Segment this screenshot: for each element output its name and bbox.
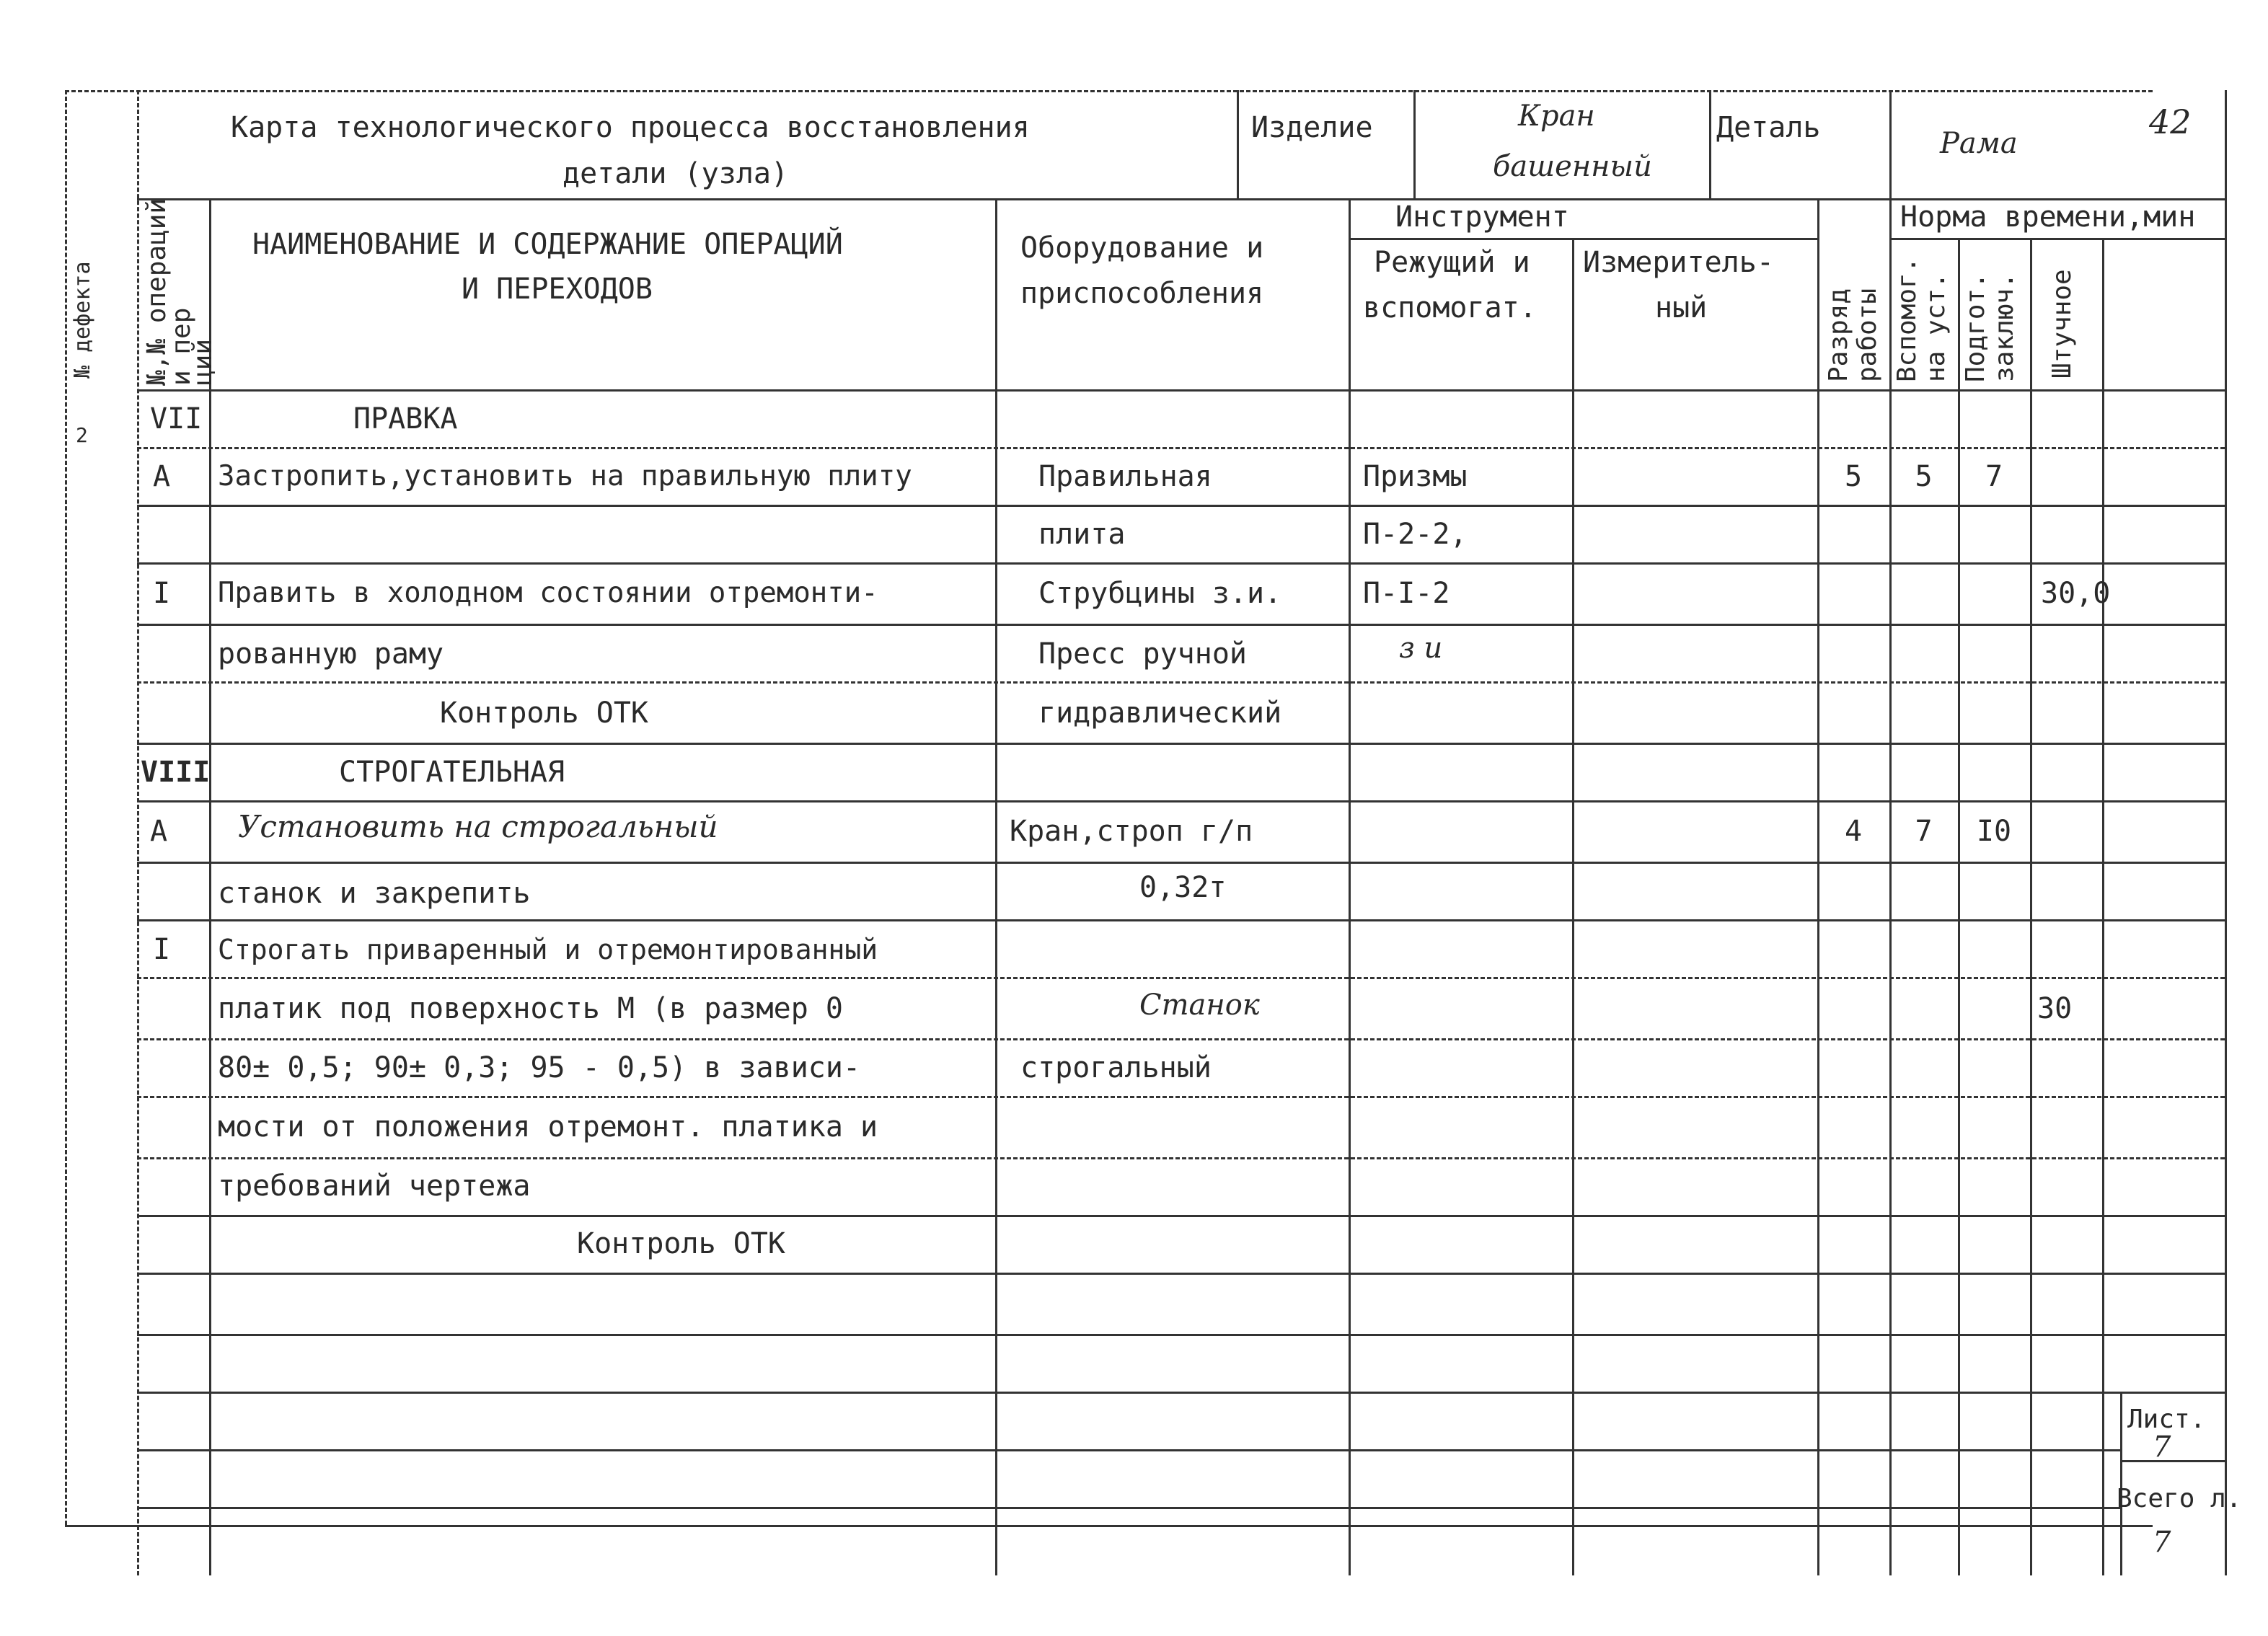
sheet-label: Лист.	[2127, 1405, 2206, 1434]
grid-line	[137, 977, 2225, 979]
row-piece: 30	[2037, 992, 2073, 1025]
equipment-header-line1: Оборудование и	[1020, 231, 1264, 265]
row-equipment: 0,32т	[1139, 871, 1227, 904]
row-equipment: гидравлический	[1038, 697, 1282, 730]
grid-line	[1817, 198, 1819, 1575]
grid-line	[137, 743, 2225, 745]
row-aux: 7	[1915, 815, 1933, 848]
row-op: А	[150, 815, 168, 848]
time-group-header: Норма времени,мин	[1900, 200, 2196, 234]
total-sheets-value: 7	[2153, 1526, 2171, 1559]
grid-line	[137, 800, 2225, 802]
grid-line	[137, 562, 2225, 565]
grid-line	[65, 90, 2153, 92]
row-prep: I0	[1976, 815, 2012, 848]
grid-line	[995, 198, 997, 1575]
grid-line	[137, 447, 2225, 449]
row-op: А	[153, 460, 171, 493]
row-prep: 7	[1985, 460, 2003, 493]
row-name: мости от положения отремонт. платика и	[218, 1110, 878, 1144]
grid-line	[2102, 238, 2104, 1575]
product-value-line2: башенный	[1493, 150, 1652, 183]
grid-line	[137, 1215, 2225, 1217]
row-equipment: Пресс ручной	[1038, 637, 1247, 671]
card-title-line1: Карта технологического процесса восстановления	[231, 111, 1030, 144]
grid-line	[137, 862, 2225, 864]
card-title-line2: детали (узла)	[562, 157, 789, 190]
op-number-header-line3: ций	[188, 338, 218, 386]
grid-line	[1572, 238, 1574, 1575]
row-tool: П-I-2	[1363, 577, 1450, 610]
row-name: Контроль ОТК	[440, 697, 648, 730]
row-name: рованную раму	[218, 637, 444, 671]
row-op: I	[153, 933, 171, 966]
row-op: VII	[150, 402, 203, 435]
row-name: Застропить,установить на правильную плиту	[218, 460, 912, 492]
process-card	[70, 90, 2242, 1575]
name-header-line1: НАИМЕНОВАНИЕ И СОДЕРЖАНИЕ ОПЕРАЦИЙ	[252, 228, 843, 261]
row-op: VIII	[141, 756, 211, 789]
row-equipment: Кран,строп г/п	[1010, 815, 1253, 848]
grid-line	[137, 389, 2225, 392]
prep-header-line1: Подгот.	[1961, 273, 1990, 382]
grid-line	[1889, 238, 2225, 240]
row-name: Править в холодном состоянии отремонти-	[218, 577, 878, 609]
row-name: Установить на строгальный	[238, 809, 718, 844]
row-name: ПРАВКА	[353, 402, 458, 435]
grid-line	[137, 1096, 2225, 1098]
grid-line	[137, 90, 139, 1575]
row-equipment: строгальный	[1020, 1051, 1212, 1084]
grid-line	[137, 1392, 2225, 1394]
grid-line	[2120, 1460, 2225, 1462]
total-sheets-label: Всего л.	[2117, 1484, 2242, 1513]
grid-line	[209, 198, 211, 1575]
grid-line	[1349, 238, 1817, 240]
grid-line	[137, 919, 2225, 921]
prep-header-line2: заключ.	[1990, 273, 2019, 382]
tool-group-header: Инструмент	[1395, 200, 1569, 234]
grid-line	[137, 1334, 2225, 1336]
grid-line	[1413, 90, 1416, 198]
defect-number-label: № дефекта	[70, 261, 95, 379]
grid-line	[137, 1157, 2225, 1159]
grid-line	[1958, 238, 1960, 1575]
row-tool: Призмы	[1363, 460, 1468, 493]
grid-line	[137, 624, 2225, 626]
row-grade: 4	[1844, 815, 1863, 848]
row-op: I	[153, 577, 171, 610]
grid-line	[1889, 90, 1892, 198]
aux-header-line1: Вспомог.	[1892, 257, 1922, 382]
grid-line	[2225, 90, 2227, 1575]
grid-line	[137, 1273, 2225, 1275]
row-name: станок и закрепить	[218, 877, 531, 910]
piece-header: Штучное	[2047, 269, 2077, 379]
row-aux: 5	[1915, 460, 1933, 493]
row-name: 80± 0,5; 90± 0,3; 95 - 0,5) в зависи-	[218, 1051, 861, 1084]
grid-line	[1237, 90, 1239, 198]
row-tool: П-2-2,	[1363, 518, 1468, 551]
name-header-line2: И ПЕРЕХОДОВ	[462, 273, 653, 306]
grid-line	[1889, 198, 1892, 1575]
aux-header-line2: на уст.	[1921, 273, 1951, 382]
row-grade: 5	[1844, 460, 1863, 493]
row-name: требований чертежа	[218, 1169, 531, 1203]
grid-line	[2030, 238, 2032, 1575]
margin-mark: 2	[76, 423, 88, 447]
grid-line	[1709, 90, 1711, 198]
grid-line	[137, 505, 2225, 507]
row-name: Строгать приваренный и отремонтированный	[218, 934, 878, 965]
page-number: 42	[2149, 102, 2192, 141]
row-tool: з и	[1399, 632, 1443, 665]
row-name: платик под поверхность М (в размер 0	[218, 992, 843, 1025]
tool-measuring-header-line2: ный	[1655, 291, 1708, 324]
grid-line	[137, 1038, 2225, 1040]
row-equipment: Станок	[1139, 989, 1260, 1022]
product-value-line1: Кран	[1518, 100, 1595, 133]
grid-line	[65, 90, 67, 1525]
op-number-header-line1: №,№ операций	[142, 198, 172, 386]
part-label: Деталь	[1716, 111, 1821, 144]
grade-header-line1: Разряд	[1824, 288, 1853, 382]
row-name: Контроль ОТК	[577, 1227, 785, 1260]
row-equipment: Правильная	[1038, 460, 1212, 493]
row-name: СТРОГАТЕЛЬНАЯ	[339, 756, 565, 789]
grid-line	[137, 681, 2225, 684]
product-label: Изделие	[1251, 111, 1373, 144]
sheet-value: 7	[2153, 1431, 2171, 1464]
part-value: Рама	[1940, 127, 2018, 160]
row-equipment: Струбцины з.и.	[1038, 577, 1282, 610]
equipment-header-line2: приспособления	[1020, 277, 1264, 310]
tool-cutting-header-line1: Режущий и	[1374, 246, 1530, 279]
row-equipment: плита	[1038, 518, 1126, 551]
grid-line	[137, 1507, 2120, 1509]
grid-line	[1349, 198, 1351, 1575]
tool-measuring-header-line1: Измеритель-	[1583, 246, 1774, 279]
grade-header-line2: работы	[1853, 288, 1882, 382]
grid-line	[65, 1525, 2153, 1527]
op-number-header-line2: и пер	[167, 307, 196, 386]
grid-line	[137, 1449, 2120, 1451]
row-piece: 30,0	[2041, 577, 2111, 610]
tool-cutting-header-line2: вспомогат.	[1363, 291, 1537, 324]
